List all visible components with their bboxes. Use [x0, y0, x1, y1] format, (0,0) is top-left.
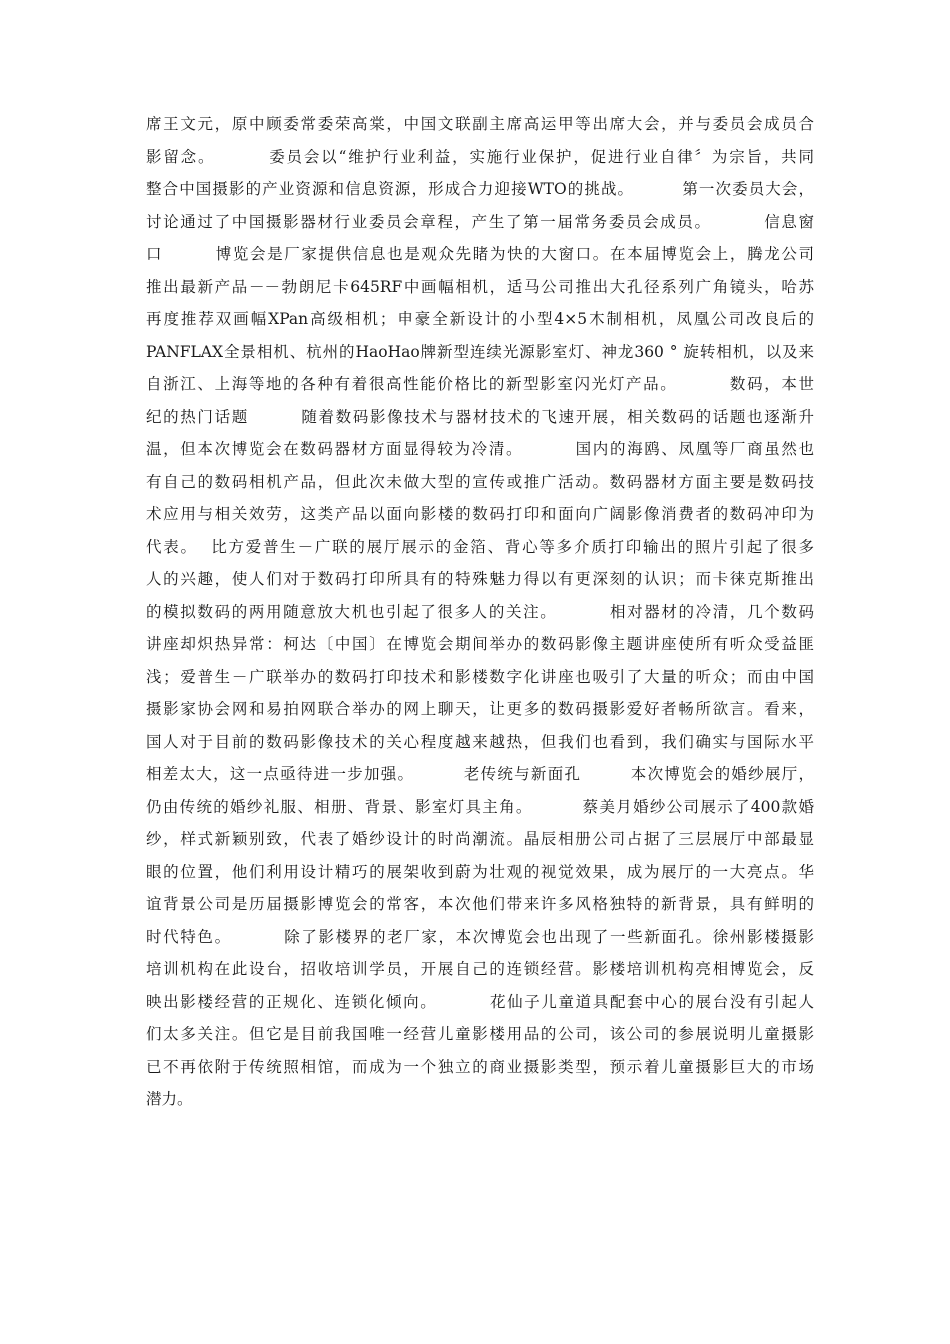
text-line: 口 博览会是厂家提供信息也是观众先睹为快的大窗口。在本届博览会上，腾龙公司: [146, 245, 814, 263]
text-line: 代表。 比方爱普生－广联的展厅展示的金箔、背心等多介质打印输出的照片引起了很多: [146, 537, 814, 556]
text-line: 整合中国摄影的产业资源和信息资源，形成合力迎接WTO的挑战。 第一次委员大会，: [146, 180, 814, 198]
text-line: 影留念。 委员会以“维护行业利益，实施行业保护，促进行业自律〞为宗旨，共同: [146, 147, 814, 166]
text-line: PANFLAX全景相机、杭州的HaoHao牌新型连续光源影室灯、神龙360 ° 旋转相机，以及来: [146, 342, 814, 361]
text-line: 们太多关注。但它是目前我国唯一经营儿童影楼用品的公司，该公司的参展说明儿童摄影: [146, 1025, 814, 1043]
text-line: 再度推荐双画幅XPan高级相机；申豪全新设计的小型4×5木制相机，凤凰公司改良后的: [146, 310, 814, 328]
text-line: 纱，样式新颖别致，代表了婚纱设计的时尚潮流。晶辰相册公司占据了三层展厅中部最显: [146, 830, 814, 848]
text-line: 自浙江、上海等地的各种有着很高性能价格比的新型影室闪光灯产品。 数码，本世: [146, 375, 814, 393]
text-line: 映出影楼经营的正规化、连锁化倾向。 花仙子儿童道具配套中心的展台没有引起人: [146, 992, 814, 1011]
text-line: 眼的位置，他们利用设计精巧的展架收到蔚为壮观的视觉效果，成为展厅的一大亮点。华: [146, 862, 814, 881]
text-line: 培训机构在此设台，招收培训学员，开展自己的连锁经营。影楼培训机构亮相博览会，反: [146, 960, 814, 978]
text-line: 相差太大，这一点亟待进一步加强。 老传统与新面孔 本次博览会的婚纱展厅，: [146, 765, 814, 783]
text-line: 讨论通过了中国摄影器材行业委员会章程，产生了第一届常务委员会成员。 信息窗: [146, 212, 814, 231]
text-line: 摄影家协会网和易拍网联合举办的网上聊天，让更多的数码摄影爱好者畅所欲言。看来，: [146, 700, 814, 718]
text-line: 术应用与相关效劳，这类产品以面向影楼的数码打印和面向广阔影像消费者的数码冲印为: [146, 505, 814, 523]
text-line: 时代特色。 除了影楼界的老厂家，本次博览会也出现了一些新面孔。徐州影楼摄影: [146, 927, 814, 946]
text-line: 潜力。: [146, 1090, 193, 1108]
text-line: 有自己的数码相机产品，但此次未做大型的宣传或推广活动。数码器材方面主要是数码技: [146, 472, 814, 491]
text-line: 国人对于目前的数码影像技术的关心程度越来越热，但我们也看到，我们确实与国际水平: [146, 732, 814, 751]
text-line: 浅；爱普生－广联举办的数码打印技术和影楼数字化讲座也吸引了大量的听众；而由中国: [146, 667, 814, 686]
text-line: 纪的热门话题 随着数码影像技术与器材技术的飞速开展，相关数码的话题也逐渐升: [146, 407, 814, 426]
text-line: 谊背景公司是历届摄影博览会的常客，本次他们带来许多风格独特的新背景，具有鲜明的: [146, 895, 814, 913]
text-line: 仍由传统的婚纱礼服、相册、背景、影室灯具主角。 蔡美月婚纱公司展示了400款婚: [146, 797, 814, 816]
text-line: 的模拟数码的两用随意放大机也引起了很多人的关注。 相对器材的冷清，几个数码: [146, 602, 814, 621]
text-line: 人的兴趣，使人们对于数码打印所具有的特殊魅力得以有更深刻的认识；而卡徕克斯推出: [146, 570, 814, 588]
text-line: 温，但本次博览会在数码器材方面显得较为冷清。 国内的海鸥、凤凰等厂商虽然也: [146, 440, 814, 458]
text-line: 已不再依附于传统照相馆，而成为一个独立的商业摄影类型，预示着儿童摄影巨大的市场: [146, 1057, 814, 1076]
text-line: 席王文元，原中顾委常委荣高棠，中国文联副主席高运甲等出席大会，并与委员会成员合: [146, 115, 814, 133]
article-body: [146, 108, 814, 1116]
text-line: 讲座却炽热异常：柯达〔中国〕在博览会期间举办的数码影像主题讲座使所有听众受益匪: [146, 635, 814, 653]
text-line: 推出最新产品－－勃朗尼卡645RF中画幅相机，适马公司推出大孔径系列广角镜头，哈苏: [146, 277, 814, 296]
